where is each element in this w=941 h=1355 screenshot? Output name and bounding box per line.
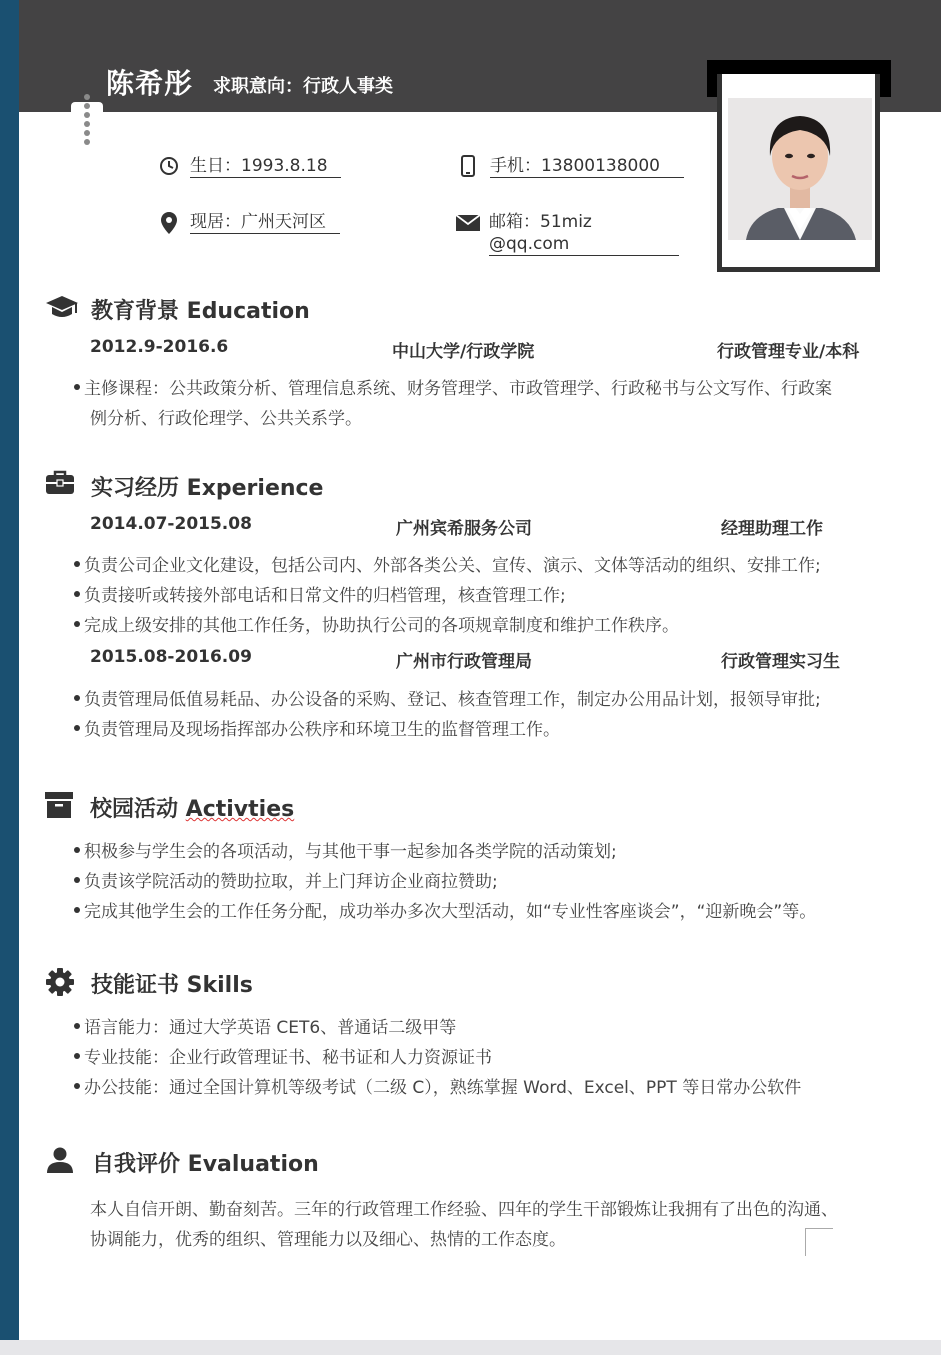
bullet-icon	[74, 907, 80, 913]
list-item	[74, 867, 498, 892]
job-1-role: 经理助理工作	[721, 519, 823, 539]
list-item	[74, 581, 566, 606]
phone-icon	[461, 155, 475, 177]
education-course-text: 主修课程：公共政策分析、管理信息系统、财务管理学、市政管理学、行政秘书与公文写作、行政案	[84, 379, 832, 399]
list-item-text: 完成上级安排的其他工作任务，协助执行公司的各项规章制度和维护工作秩序。	[84, 616, 679, 636]
evaluation-title: 自我评价 Evaluation	[92, 1152, 319, 1177]
list-item	[74, 611, 679, 636]
phone-field	[490, 155, 684, 178]
education-course-line	[74, 374, 832, 399]
job-intent: 求职意向：行政人事类	[213, 76, 393, 97]
evaluation-line-1: 本人自信开朗、勤奋刻苦。三年的行政管理工作经验、四年的学生干部锻炼让我拥有了出色的沟通、	[90, 1200, 838, 1220]
list-item	[74, 715, 560, 740]
education-school: 中山大学/行政学院	[392, 342, 535, 362]
evaluation-line-2: 协调能力，优秀的组织、管理能力以及细心、热情的工作态度。	[90, 1230, 566, 1250]
page-corner-mark	[805, 1228, 833, 1256]
bullet-icon	[74, 621, 80, 627]
graduation-cap-icon	[45, 294, 79, 320]
bullet-icon	[74, 1023, 80, 1029]
skills-title: 技能证书 Skills	[91, 973, 253, 998]
bullet-icon	[74, 695, 80, 701]
experience-title: 实习经历 Experience	[91, 476, 324, 501]
bullet-icon	[74, 561, 80, 567]
list-item-text: 负责管理局及现场指挥部办公秩序和环境卫生的监督管理工作。	[84, 720, 560, 740]
education-major: 行政管理专业/本科	[717, 342, 860, 362]
education-title: 教育背景 Education	[91, 299, 310, 324]
job-1-period: 2014.07-2015.08	[90, 514, 252, 534]
birthday-field	[190, 155, 341, 178]
location-icon	[160, 211, 178, 235]
list-item-text: 负责管理局低值易耗品、办公设备的采购、登记、核查管理工作，制定办公用品计划，报领导审批;	[84, 690, 821, 710]
list-item-text: 负责接听或转接外部电话和日常文件的归档管理，核查管理工作;	[84, 586, 566, 606]
list-item-text: 专业技能：企业行政管理证书、秘书证和人力资源证书	[84, 1048, 492, 1068]
page-bottom-strip	[0, 1340, 941, 1355]
list-item	[74, 1013, 456, 1038]
list-item	[74, 897, 816, 922]
list-item-text: 负责公司企业文化建设，包括公司内、外部各类公关、宣传、演示、文体等活动的组织、安排工作;	[84, 556, 821, 576]
job-2-period: 2015.08-2016.09	[90, 647, 252, 667]
briefcase-icon	[45, 470, 75, 496]
education-period: 2012.9-2016.6	[90, 337, 229, 357]
list-item	[74, 1043, 492, 1068]
bullet-icon	[74, 1083, 80, 1089]
residence-value: 现居：广州天河区	[190, 211, 340, 234]
bullet-icon	[74, 847, 80, 853]
gear-icon	[45, 967, 75, 997]
list-item-text: 积极参与学生会的各项活动，与其他干事一起参加各类学院的活动策划;	[84, 842, 617, 862]
person-icon	[45, 1147, 75, 1173]
bullet-icon	[74, 1053, 80, 1059]
activities-title-cn: 校园活动	[90, 797, 186, 822]
mail-icon	[456, 215, 480, 231]
email-value: 邮箱：51miz @qq.com	[489, 211, 679, 256]
activities-title-en: Activties	[185, 797, 295, 822]
job-2-role: 行政管理实习生	[721, 652, 840, 672]
phone-value: 手机：13800138000	[490, 155, 684, 178]
archive-box-icon	[45, 792, 73, 818]
email-field	[489, 211, 679, 256]
residence-field	[190, 211, 340, 234]
list-item	[74, 685, 821, 710]
activities-title	[90, 792, 294, 823]
bullet-icon	[74, 384, 80, 390]
list-item-text: 办公技能：通过全国计算机等级考试（二级 C），熟练掌握 Word、Excel、PPT 等日常办公软件	[84, 1078, 802, 1098]
list-item-text: 负责该学院活动的赞助拉取，并上门拜访企业商拉赞助;	[84, 872, 498, 892]
education-course-line-2: 例分析、行政伦理学、公共关系学。	[90, 409, 362, 429]
list-item-text: 完成其他学生会的工作任务分配，成功举办多次大型活动，如“专业性客座谈会”，“迎新晚会”等。	[84, 902, 817, 922]
photo-frame	[717, 74, 880, 272]
job-1-company: 广州宾希服务公司	[396, 519, 532, 539]
clock-icon	[159, 156, 179, 176]
list-item-text: 语言能力：通过大学英语 CET6、普通话二级甲等	[84, 1018, 457, 1038]
bullet-icon	[74, 725, 80, 731]
list-item	[74, 837, 617, 862]
candidate-name: 陈希彤	[106, 67, 194, 100]
list-item	[74, 551, 821, 576]
birthday-value: 生日：1993.8.18	[190, 155, 341, 178]
job-2-company: 广州市行政管理局	[396, 652, 532, 672]
profile-photo	[728, 98, 872, 240]
drag-handle-icon[interactable]	[71, 102, 103, 136]
list-item	[74, 1073, 801, 1098]
bullet-icon	[74, 877, 80, 883]
bullet-icon	[74, 591, 80, 597]
